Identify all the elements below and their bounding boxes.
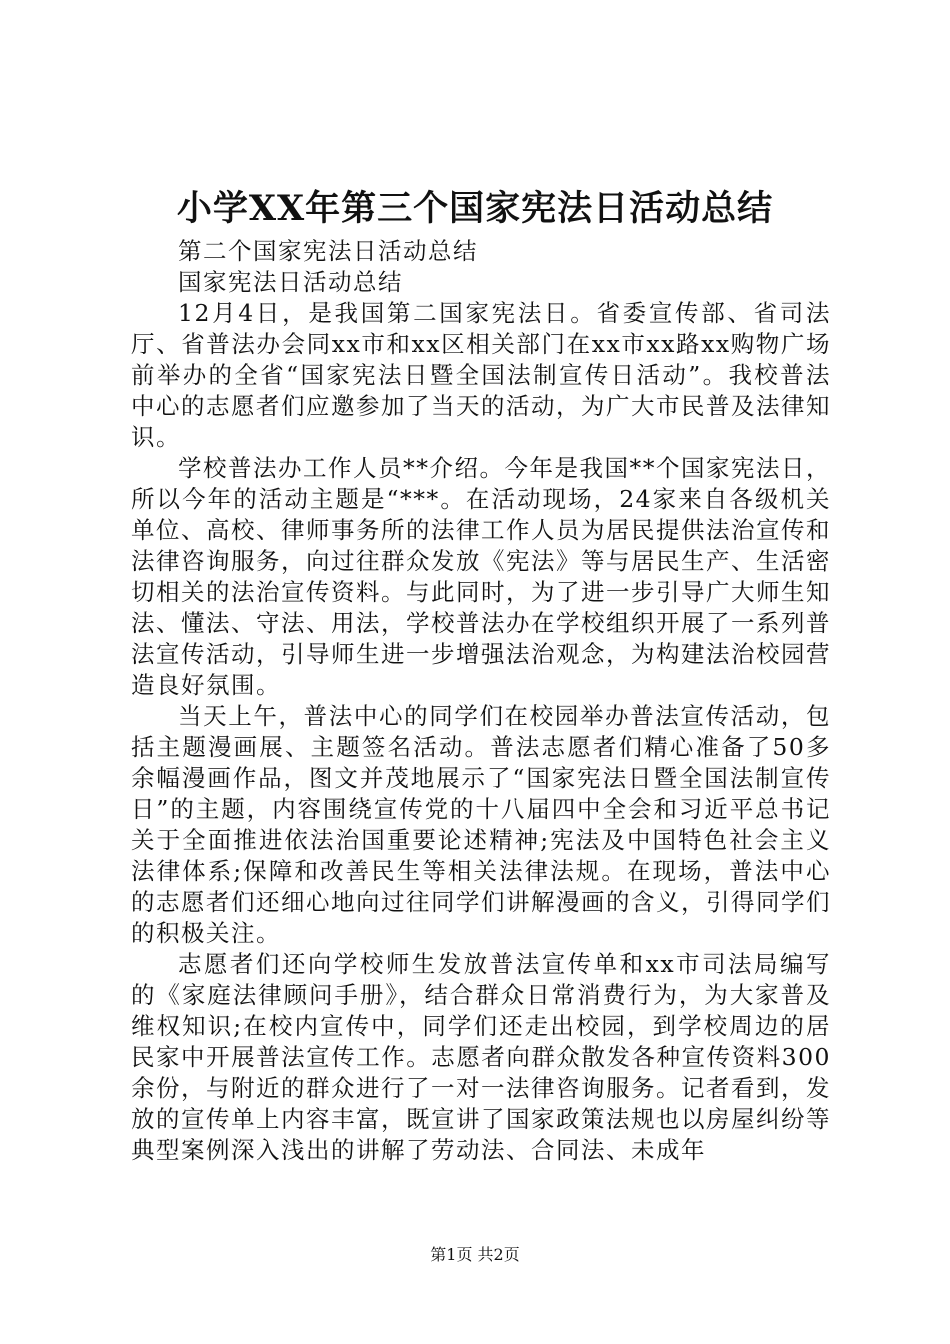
paragraph: 学校普法办工作人员**介绍。今年是我国**个国家宪法日，所以今年的活动主题是“***。在活动现场，24家来自各级机关单位、高校、律师事务所的法律工作人员为居民提供法治宣传和法律咨询服务，向过往群众发放《宪法》等与居民生产、生活密切相关的法治宣传资料。与此同时，为了进一步引导广大师生知法、懂法、守法、用法，学校普法办在学校组织开展了一系列普法宣传活动，引导师生进一步增强法治观念，为构建法治校园营造良好氛围。 bbox=[131, 454, 831, 699]
page-footer: 第1页 共2页 bbox=[430, 1245, 520, 1264]
document-title: 小学XX年第三个国家宪法日活动总结 bbox=[176, 188, 774, 229]
paragraph: 志愿者们还向学校师生发放普法宣传单和xx市司法局编写的《家庭法律顾问手册》，结合群众日常消费行为，为大家普及维权知识;在校内宣传中，同学们还走出校园，到学校周边的居民家中开展普法宣传工作。志愿者向群众散发各种宣传资料300余份，与附近的群众进行了一对一法律咨询服务。记者看到，发放的宣传单上内容丰富，既宣讲了国家政策法规也以房屋纠纷等典型案例深入浅出的讲解了劳动法、合同法、未成年 bbox=[131, 950, 831, 1164]
paragraph: 第二个国家宪法日活动总结 bbox=[178, 237, 478, 265]
document-body bbox=[131, 236, 831, 1166]
paragraph: 12月4日，是我国第二国家宪法日。省委宣传部、省司法厅、省普法办会同xx市和xx区相关部门在xx市xx路xx购物广场前举办的全省“国家宪法日暨全国法制宣传日活动”。我校普法中心的志愿者们应邀参加了当天的活动，为广大市民普及法律知识。 bbox=[131, 299, 831, 451]
paragraph: 当天上午，普法中心的同学们在校园举办普法宣传活动，包括主题漫画展、主题签名活动。普法志愿者们精心准备了50多余幅漫画作品，图文并茂地展示了“国家宪法日暨全国法制宣传日”的主题，内容围绕宣传党的十八届四中全会和习近平总书记关于全面推进依法治国重要论述精神;宪法及中国特色社会主义法律体系;保障和改善民生等相关法律法规。在现场，普法中心的志愿者们还细心地向过往同学们讲解漫画的含义，引得同学们的积极关注。 bbox=[131, 702, 831, 947]
paragraph: 国家宪法日活动总结 bbox=[178, 268, 403, 296]
